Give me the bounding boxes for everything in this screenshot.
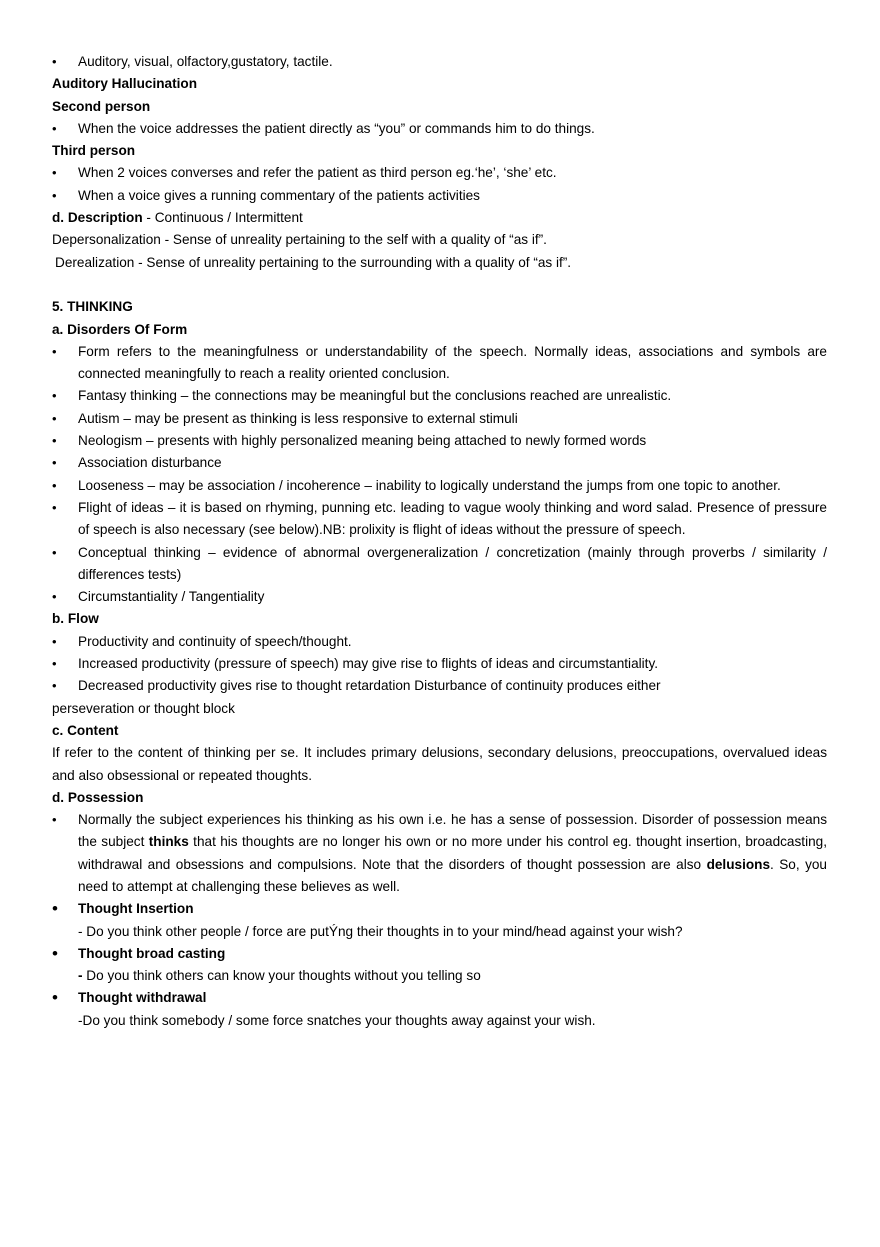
heading-third-person: Third person xyxy=(52,143,136,159)
subheading-disorders-of-form: a. Disorders Of Form xyxy=(52,321,188,337)
list-item: • Looseness – may be association / incoherence – inability to logically understand the jumps from one topic to another. xyxy=(52,475,827,497)
bullet-icon: • xyxy=(52,812,57,828)
list-item: • When 2 voices converses and refer the patient as third person eg.‘he’, ‘she’ etc. xyxy=(52,162,827,184)
bullet-icon: • xyxy=(52,388,57,404)
bullet-icon: • xyxy=(52,899,58,919)
bullet-icon: • xyxy=(52,455,57,471)
list-item: • Form refers to the meaningfulness or understandability of the speech. Normally ideas, associations and symbols are connected meaningfully to reach a reality oriented conclusion. xyxy=(52,341,827,386)
description-line xyxy=(52,207,827,229)
depersonalization-line: Depersonalization - Sense of unreality pertaining to the self with a quality of “as if”. xyxy=(52,232,547,248)
heading-second-person: Second person xyxy=(52,98,151,114)
list-item xyxy=(52,943,827,965)
bullet-icon: • xyxy=(52,589,57,605)
list-item: • Auditory, visual, olfactory,gustatory, tactile. xyxy=(52,51,827,73)
derealization-line: Derealization - Sense of unreality pertaining to the surrounding with a quality of “as if”. xyxy=(55,254,572,270)
thought-broadcasting-heading: Thought broad casting xyxy=(78,945,226,961)
bullet-icon: • xyxy=(52,988,58,1008)
bullet-icon: • xyxy=(52,656,57,672)
bullet-icon: • xyxy=(52,410,57,426)
bullet-icon: • xyxy=(52,187,57,203)
list-item xyxy=(52,898,827,920)
subheading-flow: b. Flow xyxy=(52,611,99,627)
list-item: • Normally the subject experiences his thinking as his own i.e. he has a sense of possession. Disorder of possession means the subject thinks that his thoughts are no longer his own or no more under his control eg. thought insertion, broadcasting, withdrawal and obsessions and compulsions. Note that the disorders of thought possession are also delusions. So, you need to attempt at challenging these believes as well. xyxy=(52,809,827,898)
list-item: • Conceptual thinking – evidence of abnormal overgeneralization / concretization (mainly through proverbs / similarity / differences tests) xyxy=(52,542,827,587)
list-item: • Autism – may be present as thinking is less responsive to external stimuli xyxy=(52,408,827,430)
bullet-icon: • xyxy=(52,54,57,69)
bullet-icon: • xyxy=(52,544,57,560)
bullet-icon: • xyxy=(52,343,57,359)
description-label: d. Description xyxy=(52,210,143,226)
content-paragraph: If refer to the content of thinking per se. It includes primary delusions, secondary delusions, preoccupations, overvalued ideas and also obsessional or repeated thoughts. xyxy=(52,745,827,783)
list-item: • Productivity and continuity of speech/thought. xyxy=(52,631,827,653)
flow-continuation: perseveration or thought block xyxy=(52,700,235,716)
bullet-icon: • xyxy=(52,678,57,694)
thought-insertion-heading: Thought Insertion xyxy=(78,901,194,917)
subheading-content: c. Content xyxy=(52,722,119,738)
section-heading-thinking: 5. THINKING xyxy=(52,299,133,315)
bullet-icon: • xyxy=(52,633,57,649)
bullet-icon: • xyxy=(52,165,57,181)
bullet-icon: • xyxy=(52,943,58,963)
list-item: • Fantasy thinking – the connections may be meaningful but the conclusions reached are unrealistic. xyxy=(52,385,827,407)
spacer xyxy=(52,274,827,296)
list-item: • Decreased productivity gives rise to thought retardation Disturbance of continuity produces either xyxy=(52,675,827,697)
bullet-icon: • xyxy=(52,477,57,493)
bullet-icon: • xyxy=(52,433,57,449)
subheading-possession: d. Possession xyxy=(52,789,144,805)
thought-insertion-question: - Do you think other people / force are putÝng their thoughts in to your mind/head against your wish? xyxy=(78,923,683,939)
list-item: • Circumstantiality / Tangentiality xyxy=(52,586,827,608)
bullet-icon: • xyxy=(52,499,57,515)
list-item: • Increased productivity (pressure of speech) may give rise to flights of ideas and circumstantiality. xyxy=(52,653,827,675)
list-item: • Neologism – presents with highly personalized meaning being attached to newly formed words xyxy=(52,430,827,452)
thought-withdrawal-question: -Do you think somebody / some force snatches your thoughts away against your wish. xyxy=(78,1012,596,1028)
thought-withdrawal-heading: Thought withdrawal xyxy=(78,990,207,1006)
thought-broadcasting-question: - Do you think others can know your thoughts without you telling so xyxy=(78,968,481,984)
list-item xyxy=(52,987,827,1009)
heading-auditory-hallucination: Auditory Hallucination xyxy=(52,76,198,92)
description-text: - Continuous / Intermittent xyxy=(142,210,303,226)
list-item: • Association disturbance xyxy=(52,452,827,474)
document-body xyxy=(52,51,827,1032)
list-item: • When the voice addresses the patient directly as “you” or commands him to do things. xyxy=(52,118,827,140)
list-item: • When a voice gives a running commentary of the patients activities xyxy=(52,185,827,207)
list-item: • Flight of ideas – it is based on rhyming, punning etc. leading to vague wooly thinking and word salad. Presence of pressure of speech is also necessary (see below).NB: prolixity is flight of ideas without the pressure of speech. xyxy=(52,497,827,542)
bullet-icon: • xyxy=(52,120,57,136)
